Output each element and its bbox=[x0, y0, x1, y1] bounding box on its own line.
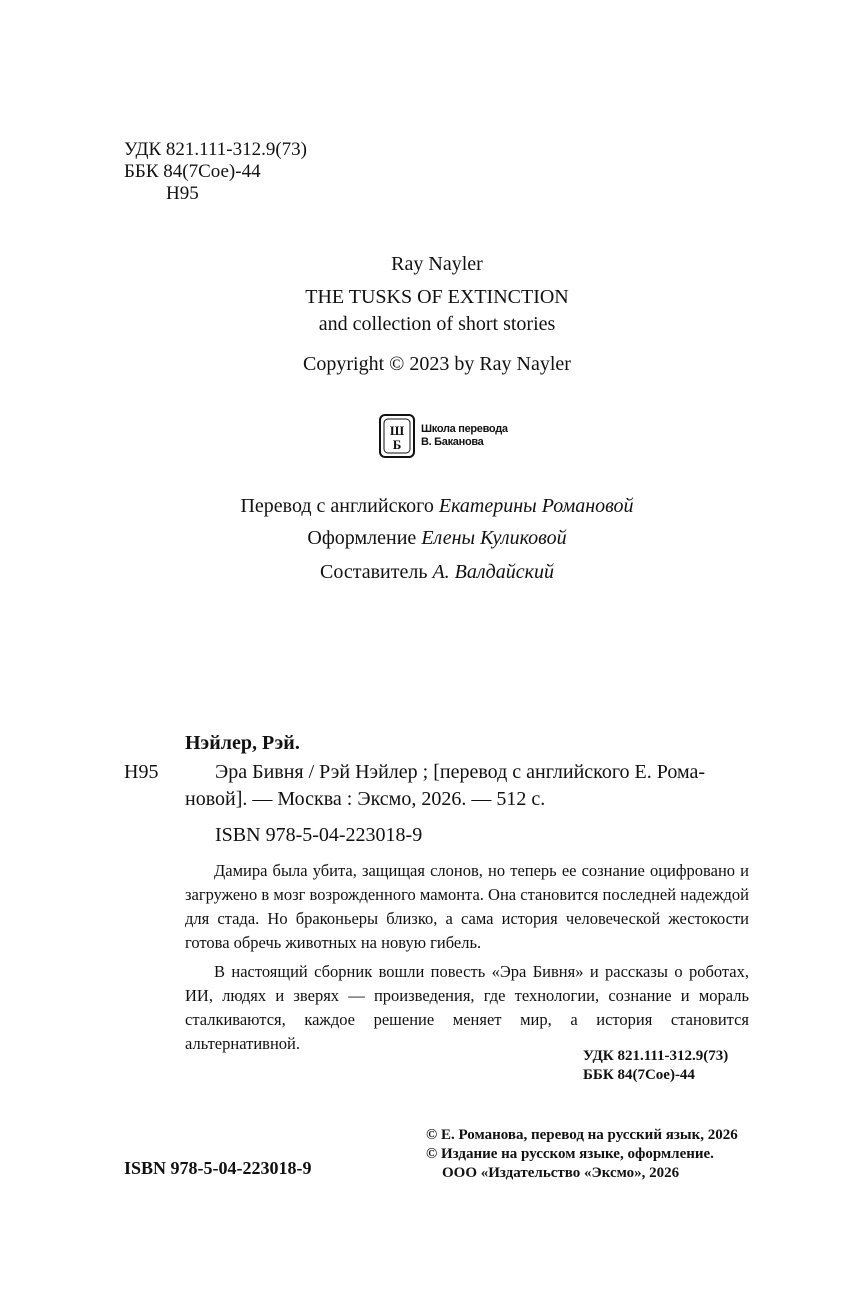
credit-compiler bbox=[0, 555, 844, 589]
footer-copyright-edition: © Издание на русском языке, оформление. bbox=[426, 1146, 714, 1162]
footer-copyright-publisher: ООО «Издательство «Эксмо», 2026 bbox=[442, 1165, 680, 1181]
biblio-author-heading: Нэйлер, Рэй. bbox=[185, 732, 300, 754]
credit-design-role: Оформление bbox=[307, 527, 417, 549]
original-copyright: Copyright © 2023 by Ray Nayler bbox=[303, 353, 571, 375]
bottom-bbk-code: ББК 84(7Сое)-44 bbox=[583, 1067, 695, 1083]
credit-translation-name: Екатерины Романовой bbox=[438, 495, 634, 517]
biblio-mark: Н95 bbox=[124, 761, 159, 783]
monogram-letter-2: Б bbox=[392, 437, 402, 452]
footer-copyright-translation: © Е. Романова, перевод на русский язык, 2026 bbox=[426, 1127, 738, 1143]
biblio-line-1: Эра Бивня / Рэй Нэйлер ; [перевод с английского Е. Рома- bbox=[215, 761, 706, 783]
credit-translation bbox=[0, 489, 844, 523]
original-title: THE TUSKS OF EXTINCTION bbox=[305, 286, 569, 308]
logo-caption bbox=[421, 423, 508, 449]
annotation-paragraph-2: В настоящий сборник вошли повесть «Эра Бивня» и рассказы о роботах, ИИ, людях и зверях — произведения, где технологии, сознание и мораль сталкиваются, каждое решение меняет мир, а история становится альтернативной. bbox=[185, 962, 749, 1053]
footer-isbn: ISBN 978-5-04-223018-9 bbox=[124, 1158, 312, 1178]
biblio-isbn: ISBN 978-5-04-223018-9 bbox=[215, 824, 423, 846]
biblio-line-2: новой]. — Москва : Эксмо, 2026. — 512 с. bbox=[185, 788, 546, 810]
monogram-svg bbox=[383, 418, 411, 454]
credit-compiler-name: А. Валдайский bbox=[432, 561, 554, 583]
credit-compiler-role: Составитель bbox=[320, 561, 428, 583]
monogram-letter-1: Ш bbox=[389, 423, 405, 438]
original-subtitle: and collection of short stories bbox=[318, 313, 556, 335]
original-author: Ray Nayler bbox=[391, 253, 483, 275]
credit-design bbox=[0, 521, 844, 555]
logo-monogram-icon bbox=[379, 414, 415, 458]
bbk-code: ББК 84(7Сое)-44 bbox=[124, 161, 261, 182]
credit-translation-role: Перевод с английского bbox=[240, 495, 434, 517]
logo-line-1: Школа перевода bbox=[421, 423, 508, 435]
translation-school-logo bbox=[379, 414, 508, 458]
bottom-udk-code: УДК 821.111-312.9(73) bbox=[583, 1048, 729, 1064]
logo-line-2: В. Баканова bbox=[421, 436, 484, 448]
annotation bbox=[185, 859, 749, 1061]
annotation-paragraph-1: Дамира была убита, защищая слонов, но теперь ее сознание оцифровано и загружено в мозг возрожденного мамонта. Она становится последней надеждой для стада. Но браконьеры близко, а сама история человеческой жестокости готова обречь животных на новую гибель. bbox=[185, 861, 749, 952]
udk-code: УДК 821.111-312.9(73) bbox=[124, 139, 307, 160]
author-mark: Н95 bbox=[166, 183, 199, 204]
credit-design-name: Елены Куликовой bbox=[421, 527, 567, 549]
